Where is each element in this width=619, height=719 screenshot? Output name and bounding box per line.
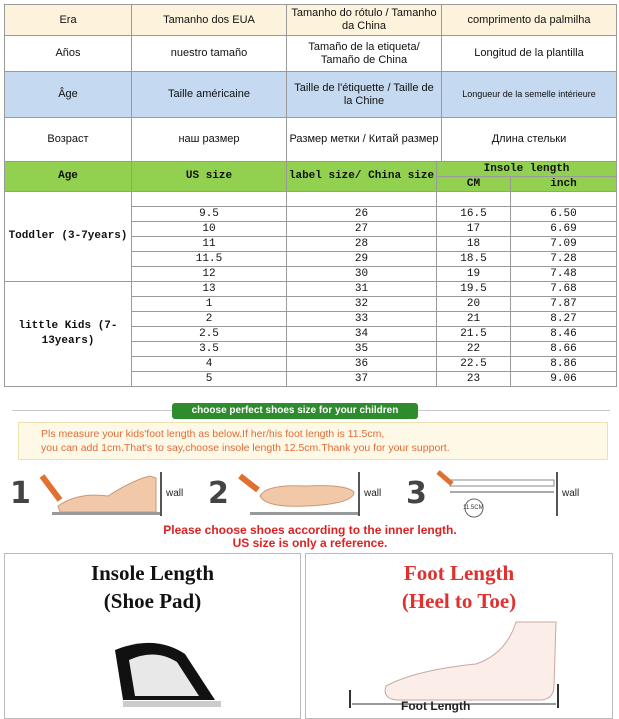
us-size-cell <box>132 192 287 207</box>
cm-cell: 19.5 <box>437 282 511 297</box>
foot-subtitle: (Heel to Toe) <box>401 589 517 613</box>
wall-line <box>556 472 558 516</box>
us-size-cell: 3.5 <box>132 342 287 357</box>
us-size-cell: 2.5 <box>132 327 287 342</box>
us-size-cell: 12 <box>132 267 287 282</box>
cm-cell <box>437 192 511 207</box>
lang-cell: Âge <box>5 72 132 118</box>
cm-cell: 22.5 <box>437 357 511 372</box>
lang-row-french <box>5 72 617 118</box>
measure-steps <box>8 466 598 522</box>
foot-on-paper-icon <box>38 470 160 518</box>
size-chart-table <box>4 161 617 387</box>
header-insole-length: Insole length <box>437 162 617 177</box>
us-size-cell: 11 <box>132 237 287 252</box>
inch-cell: 6.50 <box>511 207 617 222</box>
cm-cell: 19 <box>437 267 511 282</box>
step-2 <box>206 466 398 522</box>
foot-length-label: Foot Length <box>401 699 471 713</box>
inch-cell <box>511 192 617 207</box>
lang-cell: Tamanho dos EUA <box>132 5 287 36</box>
cm-cell: 20 <box>437 297 511 312</box>
header-age: Age <box>5 162 132 192</box>
insole-length-panel <box>4 553 301 719</box>
us-size-cell: 11.5 <box>132 252 287 267</box>
cm-cell: 18.5 <box>437 252 511 267</box>
shoe-insole-icon <box>5 620 302 719</box>
header-us-size: US size <box>132 162 287 192</box>
note-line-2: you can add 1cm.That's to say,choose insole length 12.5cm.Thank you for your support. <box>41 442 450 454</box>
lang-cell: comprimento da palmilha <box>442 5 617 36</box>
header-inch: inch <box>511 177 617 192</box>
table-row <box>5 192 617 207</box>
china-size-cell: 28 <box>287 237 437 252</box>
inch-cell: 8.46 <box>511 327 617 342</box>
us-size-cell: 10 <box>132 222 287 237</box>
lang-cell: Longueur de la semelle intérieure <box>442 72 617 118</box>
note-line-1: Pls measure your kids'foot length as below.If her/his foot length is 11.5cm, <box>41 428 385 440</box>
measure-instructions <box>18 422 608 460</box>
china-size-cell: 35 <box>287 342 437 357</box>
inch-cell: 7.28 <box>511 252 617 267</box>
warning-us-size: US size is only a reference. <box>232 536 388 550</box>
us-size-cell: 1 <box>132 297 287 312</box>
foot-title: Foot Length <box>403 561 515 585</box>
wall-label: wall <box>166 488 184 499</box>
measure-value: 11.5CM <box>463 505 484 511</box>
wall-line <box>358 472 360 516</box>
china-size-cell: 26 <box>287 207 437 222</box>
china-size-cell: 37 <box>287 372 437 387</box>
china-size-cell: 33 <box>287 312 437 327</box>
insole-subtitle: (Shoe Pad) <box>103 589 202 613</box>
lang-cell: Longitud de la plantilla <box>442 36 617 72</box>
us-size-cell: 13 <box>132 282 287 297</box>
china-size-cell: 29 <box>287 252 437 267</box>
cm-cell: 21.5 <box>437 327 511 342</box>
lang-cell: наш размер <box>132 118 287 162</box>
cm-cell: 16.5 <box>437 207 511 222</box>
cm-cell: 22 <box>437 342 511 357</box>
table-row <box>5 282 617 297</box>
insole-title: Insole Length <box>90 561 215 585</box>
lang-cell: Taille de l'étiquette / Taille de la Chine <box>287 72 442 118</box>
header-label-size: label size/ China size <box>287 162 437 192</box>
lang-cell: Tamaño de la etiqueta/ Tamaño de China <box>287 36 442 72</box>
cm-cell: 18 <box>437 237 511 252</box>
china-size-cell: 32 <box>287 297 437 312</box>
us-size-cell: 2 <box>132 312 287 327</box>
inch-cell: 7.09 <box>511 237 617 252</box>
step-number: 3 <box>406 476 427 511</box>
china-size-cell: 36 <box>287 357 437 372</box>
lang-cell: Размер метки / Китай размер <box>287 118 442 162</box>
age-group-little-kids: little Kids (7-13years) <box>5 282 132 387</box>
china-size-cell <box>287 192 437 207</box>
step-1 <box>8 466 200 522</box>
lang-cell: Tamanho do rótulo / Tamanho da China <box>287 5 442 36</box>
china-size-cell: 31 <box>287 282 437 297</box>
inch-cell: 8.66 <box>511 342 617 357</box>
step-number: 2 <box>208 476 229 511</box>
length-illustrations <box>0 553 619 719</box>
inch-cell: 8.27 <box>511 312 617 327</box>
age-group-toddler: Toddler (3-7years) <box>5 192 132 282</box>
step-number: 1 <box>10 476 31 511</box>
foot-length-panel <box>305 553 613 719</box>
us-size-cell: 9.5 <box>132 207 287 222</box>
china-size-cell: 27 <box>287 222 437 237</box>
lang-cell: Taille américaine <box>132 72 287 118</box>
warning-inner-length: Please choose shoes according to the inner length. <box>163 523 457 537</box>
lang-cell: nuestro tamaño <box>132 36 287 72</box>
guide-title: choose perfect shoes size for your children <box>172 403 418 419</box>
inch-cell: 9.06 <box>511 372 617 387</box>
inch-cell: 8.86 <box>511 357 617 372</box>
lang-row-spanish <box>5 36 617 72</box>
wall-line <box>160 472 162 516</box>
lang-cell: Era <box>5 5 132 36</box>
lang-cell: Возраст <box>5 118 132 162</box>
wall-label: wall <box>562 488 580 499</box>
us-size-cell: 4 <box>132 357 287 372</box>
inch-cell: 7.68 <box>511 282 617 297</box>
step-3 <box>404 466 596 522</box>
ruler-measure-icon <box>434 470 556 518</box>
header-cm: CM <box>437 177 511 192</box>
cm-cell: 17 <box>437 222 511 237</box>
foot-top-view-icon <box>236 470 358 518</box>
us-size-cell: 5 <box>132 372 287 387</box>
wall-label: wall <box>364 488 382 499</box>
language-header-table <box>4 4 617 162</box>
size-header-row <box>5 162 617 177</box>
cm-cell: 21 <box>437 312 511 327</box>
inch-cell: 7.87 <box>511 297 617 312</box>
inch-cell: 7.48 <box>511 267 617 282</box>
china-size-cell: 30 <box>287 267 437 282</box>
cm-cell: 23 <box>437 372 511 387</box>
lang-row-russian <box>5 118 617 162</box>
lang-row-portuguese <box>5 5 617 36</box>
china-size-cell: 34 <box>287 327 437 342</box>
lang-cell: Длина стельки <box>442 118 617 162</box>
measure-guide-banner <box>4 398 616 550</box>
lang-cell: Años <box>5 36 132 72</box>
inch-cell: 6.69 <box>511 222 617 237</box>
